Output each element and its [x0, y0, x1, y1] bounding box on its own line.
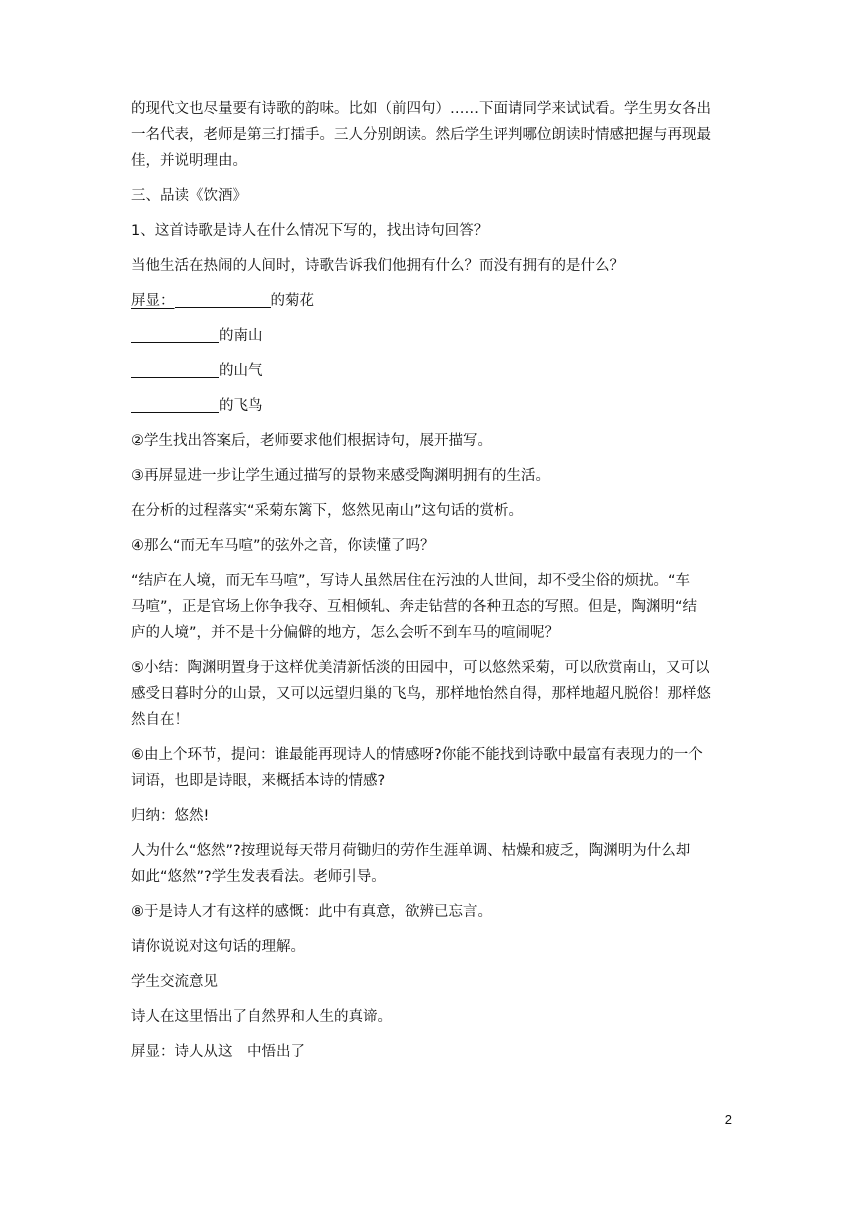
- paragraph: [131, 1039, 731, 1065]
- text-line: 请你说说对这句话的理解。: [131, 939, 305, 955]
- text-line: ⑤小结：陶渊明置身于这样优美清新恬淡的田园中，可以悠然采菊，可以欣赏南山，又可以: [131, 660, 710, 676]
- paragraph: [131, 498, 731, 524]
- text-line: 佳，并说明理由。: [131, 153, 247, 169]
- text-line: 1、这首诗歌是诗人在什么情况下写的，找出诗句回答？: [131, 223, 489, 239]
- paragraph: [131, 655, 731, 733]
- text-line: 的现代文也尽量要有诗歌的韵味。比如（前四句）……下面请同学来试试看。学生男女各出: [131, 101, 711, 117]
- paragraph: [131, 934, 731, 960]
- text-line: 诗人在这里悟出了自然界和人生的真谛。: [131, 1009, 392, 1025]
- fill-blank-item: [131, 323, 731, 349]
- paragraph: [131, 428, 731, 454]
- text-line: 归纳：悠然!: [131, 808, 210, 824]
- page-number: 2: [724, 1112, 732, 1127]
- text-line: 庐的人境”，并不是十分偏僻的地方，怎么会听不到车马的喧闹呢？: [131, 625, 560, 641]
- fill-blank-item: [131, 288, 731, 314]
- text-line: 当他生活在热闹的人间时，诗歌告诉我们他拥有什么？而没有拥有的是什么？: [131, 258, 624, 274]
- text-line: ②学生找出答案后，老师要求他们根据诗句，展开描写。: [131, 433, 492, 449]
- paragraph: [131, 969, 731, 995]
- text-line: 感受日暮时分的山景，又可以远望归巢的飞鸟，那样地怡然自得，那样地超凡脱俗！那样悠: [131, 686, 711, 702]
- paragraph: [131, 742, 731, 794]
- blank-line: [131, 359, 219, 378]
- text-line: 一名代表，老师是第三打擂手。三人分别朗读。然后学生评判哪位朗读时情感把握与再现最: [131, 127, 711, 143]
- blank-suffix: 的飞鸟: [219, 398, 263, 414]
- blank-line: [131, 394, 219, 413]
- text-line: 然自在！: [131, 712, 189, 728]
- paragraph: [131, 838, 731, 890]
- paragraph: [131, 803, 731, 829]
- text-line: 屏显：诗人从这 中悟出了: [131, 1044, 305, 1060]
- text-line: ③再屏显进一步让学生通过描写的景物来感受陶渊明拥有的生活。: [131, 468, 550, 484]
- screen-display-label: 屏显：: [131, 293, 271, 309]
- text-line: 三、品读《饮酒》: [131, 188, 247, 204]
- document-body: [131, 96, 731, 1074]
- blank-suffix: 的山气: [219, 363, 263, 379]
- text-line: ⑧于是诗人才有这样的感慨：此中有真意，欲辨已忘言。: [131, 904, 492, 920]
- fill-blank-item: [131, 393, 731, 419]
- text-line: 如此“悠然”?学生发表看法。老师引导。: [131, 869, 386, 885]
- paragraph: [131, 899, 731, 925]
- paragraph-intro: [131, 96, 731, 174]
- blank-line: [175, 289, 271, 308]
- text-line: 在分析的过程落实“采菊东篱下，悠然见南山”这句话的赏析。: [131, 503, 524, 519]
- text-line: ⑥由上个环节，提问：谁最能再现诗人的情感呀?你能不能找到诗歌中最富有表现力的一个: [131, 747, 703, 763]
- blank-line: [131, 324, 219, 343]
- section-heading: [131, 183, 731, 209]
- paragraph: [131, 533, 731, 559]
- text-line: 学生交流意见: [131, 974, 218, 990]
- text-line: ④那么“而无车马喧”的弦外之音，你读懂了吗？: [131, 538, 435, 554]
- text-line: 马喧”，正是官场上你争我夺、互相倾轧、奔走钻营的各种丑态的写照。但是，陶渊明“结: [131, 599, 698, 615]
- fill-blank-item: [131, 358, 731, 384]
- text-line: “结庐在人境，而无车马喧”，写诗人虽然居住在污浊的人世间，却不受尘俗的烦扰。“车: [131, 573, 691, 589]
- blank-suffix: 的南山: [219, 328, 263, 344]
- question-1: [131, 218, 731, 244]
- paragraph: [131, 1004, 731, 1030]
- text-line: 人为什么“悠然”?按理说每天带月荷锄归的劳作生涯单调、枯燥和疲乏，陶渊明为什么却: [131, 843, 691, 859]
- text-line: 词语，也即是诗眼，来概括本诗的情感?: [131, 773, 386, 789]
- blank-suffix: 的菊花: [270, 293, 314, 309]
- question-followup: [131, 253, 731, 279]
- paragraph: [131, 463, 731, 489]
- paragraph: [131, 568, 731, 646]
